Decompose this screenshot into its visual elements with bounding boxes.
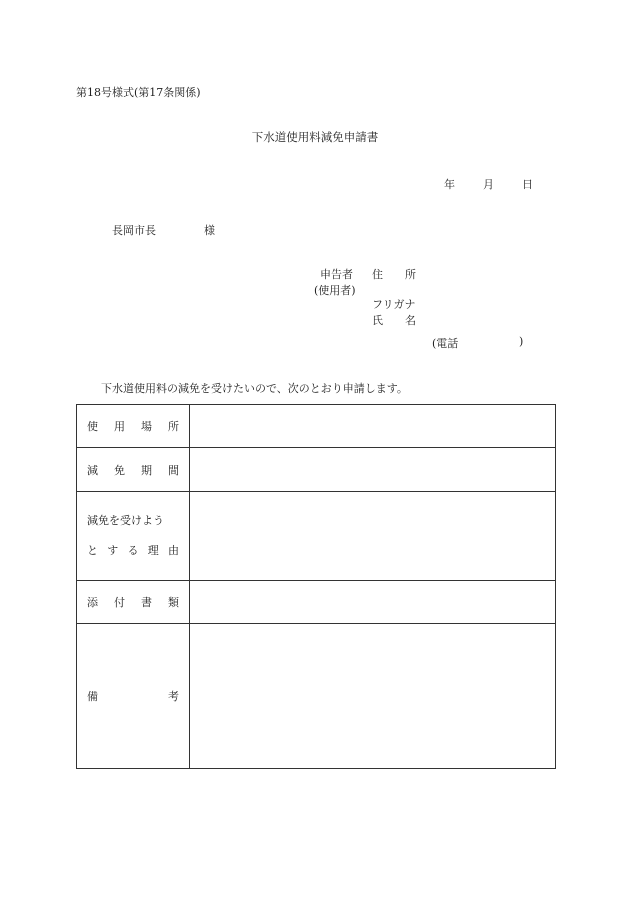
applicant-label: 申告者: [320, 268, 353, 281]
label-char: 免: [114, 463, 125, 477]
label-char: 考: [168, 690, 179, 703]
usage-location-label: [77, 405, 190, 448]
label-char: 期: [141, 463, 152, 477]
table-row: [77, 492, 556, 581]
label-char: 添: [87, 596, 98, 609]
exemption-reason-label: [77, 492, 190, 581]
exemption-period-label: [77, 448, 190, 492]
form-number: 第18号様式(第17条関係): [76, 86, 201, 99]
reason-label-line1: 減免を受けよう: [87, 514, 164, 527]
phone-label: (電話: [432, 337, 459, 350]
intro-text: 下水道使用料の減免を受けたいので、次のとおり申請します。: [101, 382, 408, 395]
address-label: 住 所: [372, 268, 416, 281]
label-char: 減: [87, 463, 98, 477]
date-line: [444, 176, 533, 192]
remarks-field[interactable]: [190, 624, 556, 769]
label-char: 書: [141, 596, 152, 609]
reason-label-line2: [87, 536, 179, 566]
document-title: 下水道使用料減免申請書: [251, 130, 379, 144]
table-row: [77, 581, 556, 624]
label-char: と: [87, 544, 98, 557]
name-label: 氏 名: [372, 314, 416, 327]
label-char: 理: [147, 544, 159, 557]
label-char: 備: [87, 690, 98, 703]
application-table: [76, 404, 556, 769]
label-char: 由: [168, 544, 179, 557]
table-row: [77, 624, 556, 769]
exemption-period-field[interactable]: [190, 448, 556, 492]
label-char: 場: [141, 420, 152, 433]
label-char: 用: [114, 420, 125, 433]
date-day-label: 日: [522, 178, 533, 191]
furigana-label: フリガナ: [372, 298, 416, 311]
user-label: (使用者): [314, 284, 356, 297]
attachments-field[interactable]: [190, 581, 556, 624]
label-char: 間: [168, 463, 179, 477]
date-month-label: 月: [483, 178, 494, 191]
table-row: [77, 448, 556, 492]
label-char: 類: [168, 596, 179, 609]
exemption-reason-field[interactable]: [190, 492, 556, 581]
date-year-label: 年: [444, 178, 455, 191]
usage-location-field[interactable]: [190, 405, 556, 448]
label-char: 付: [114, 596, 125, 609]
label-char: 所: [168, 420, 179, 433]
addressee-suffix: 様: [204, 224, 215, 237]
label-char: る: [127, 544, 139, 557]
phone-close-paren: ): [519, 335, 524, 348]
remarks-label: [77, 624, 190, 769]
label-char: す: [107, 544, 119, 557]
label-char: 使: [87, 420, 98, 433]
table-row: [77, 405, 556, 448]
addressee-name: 長岡市長: [112, 224, 156, 237]
attachments-label: [77, 581, 190, 624]
addressee: [112, 222, 215, 238]
